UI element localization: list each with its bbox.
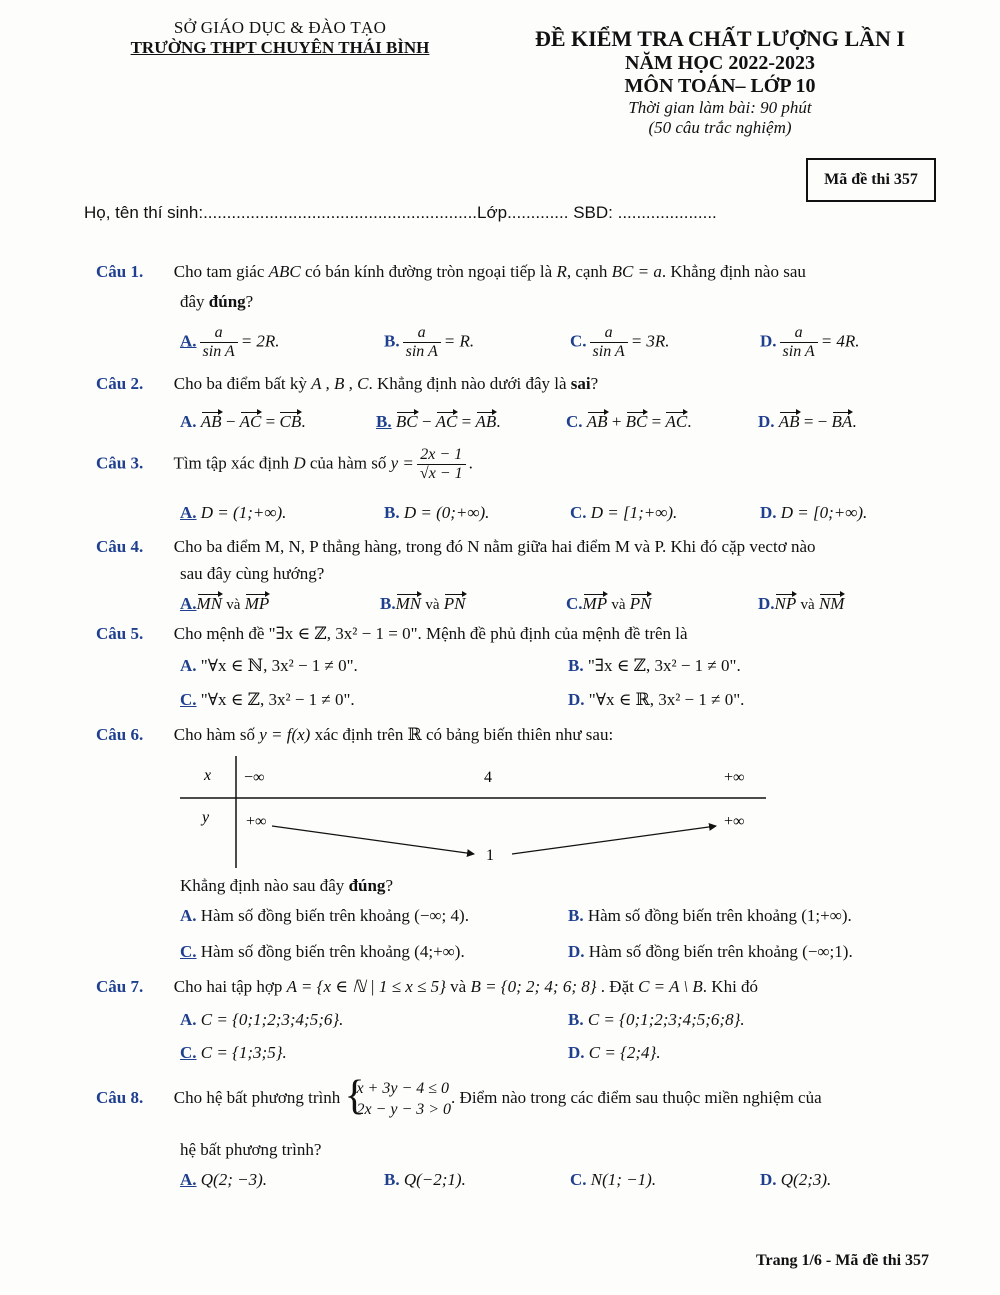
inequality-1: x + 3y − 4 ≤ 0 [356,1080,450,1097]
question-number: Câu 8. [96,1087,144,1107]
conjunction: và [800,597,815,613]
vector: AB [200,412,222,431]
option-d[interactable] [760,324,860,361]
option-text: C = {1;3;5}. [200,1043,287,1062]
option-text: Q(2;3). [780,1170,832,1189]
option-b[interactable] [380,594,466,614]
option-label: C. [566,412,583,431]
option-label: C. [180,942,197,961]
option-d[interactable] [760,503,867,523]
option-rhs: = 3R. [630,331,670,351]
option-text: "∀x ∈ ℕ, 3x² − 1 ≠ 0". [200,656,358,675]
option-rhs: = 4R. [820,331,860,351]
question-text: và [445,977,471,996]
operator: − [225,412,236,431]
increasing-arrow [512,826,716,854]
option-text: C = {0;1;2;3;4;5;6}. [200,1010,344,1029]
emphasis: đúng [348,876,386,895]
math-set-a: A = {x ∈ ℕ | 1 ≤ x ≤ 5} [286,977,446,996]
option-b[interactable] [384,1170,466,1190]
vector: MN [196,594,223,613]
math-r: ℝ [407,725,422,744]
option-label: D. [758,412,775,431]
table-y-left: +∞ [246,813,267,830]
question-number: Câu 7. [96,977,144,996]
option-rhs: = R. [443,331,475,351]
option-c[interactable] [570,503,677,523]
question-text: . Đặt [596,977,639,996]
question-2 [96,374,598,394]
question-text: Cho hệ bất phương trình [173,1087,345,1107]
punct: . [468,453,473,473]
math-abc: ABC [268,262,301,281]
option-a[interactable] [180,594,269,614]
question-1 [96,262,806,282]
vector: AC [239,412,262,431]
question-text: , cạnh [566,262,612,281]
math-points: A , B , C [311,374,369,393]
option-label: C. [180,1043,197,1062]
fraction [780,324,818,361]
table-y-label: y [202,809,210,826]
option-label: D. [568,690,585,709]
question-text: Cho tam giác [173,262,269,281]
table-x-left: −∞ [244,769,265,786]
math-fx: y = f(x) [259,725,311,744]
option-text: Q(−2;1). [403,1170,466,1189]
question-6 [96,725,613,745]
inequality-system: { x + 3y − 4 ≤ 0 2x − y − 3 > 0 [344,1073,452,1119]
question-text: Cho hàm số [173,725,260,744]
time-limit: Thời gian làm bài: 90 phút [628,98,812,117]
vector: PN [443,594,466,613]
school-name: TRƯỜNG THPT CHUYÊN THÁI BÌNH [130,38,430,57]
operator: − [421,412,432,431]
math-y: y = [390,453,414,473]
math-set-b: B = {0; 2; 4; 6; 8} [470,977,597,996]
table-x-right: +∞ [724,769,745,786]
option-b[interactable] [568,906,852,926]
fraction-num: a [200,324,238,343]
option-label: B. [568,1010,584,1029]
option-label: C. [570,331,587,351]
vector: AB [778,412,800,431]
conjunction: và [226,597,241,613]
question-text: . Khẳng định nào sau [661,262,806,281]
operator: + [611,412,622,431]
math-r: R [556,262,567,281]
option-b[interactable] [384,503,489,523]
option-text: D = (1;+∞). [200,503,287,522]
option-d[interactable] [568,942,853,962]
fraction-den: sin A [405,343,438,360]
option-text: N(1; −1). [590,1170,657,1189]
option-c[interactable] [570,324,670,361]
operator: = [651,412,662,431]
fraction-den: sin A [782,343,815,360]
fraction [200,324,238,361]
option-text: C = {0;1;2;3;4;5;6;8}. [587,1010,745,1029]
option-d[interactable] [760,1170,831,1190]
option-label: A. [180,503,197,522]
option-label: A. [180,412,197,431]
question-text: Cho hai tập hợp [173,977,287,996]
question-3 [96,446,473,483]
option-b[interactable] [568,656,741,676]
option-label: B. [568,656,584,675]
vector: AB [475,412,497,431]
option-text: Hàm số đồng biến trên khoảng (4;+∞). [200,942,465,961]
option-b[interactable] [568,1010,745,1030]
option-text: Hàm số đồng biến trên khoảng (−∞;1). [588,942,853,961]
question-number: Câu 5. [96,624,144,643]
question-count: (50 câu trắc nghiệm) [648,118,792,137]
punct: . [687,412,692,431]
question-text: . Khi đó [702,977,759,996]
vector: AC [435,412,458,431]
operator: = [265,412,276,431]
question-text: đây [180,292,209,311]
question-4-line2: sau đây cùng hướng? [180,564,325,583]
option-text: D = [1;+∞). [590,503,678,522]
question-4 [96,537,815,557]
question-text: Khẳng định nào sau đây [180,876,349,895]
table-y-mid: 1 [486,847,494,864]
question-text: có bảng biến thiên như sau: [421,725,614,744]
option-text: D = [0;+∞). [780,503,868,522]
option-b[interactable] [376,412,501,432]
option-label: A. [180,1010,197,1029]
fraction-den: √x − 1 [419,465,463,482]
operator: = [461,412,472,431]
option-c[interactable] [180,942,465,962]
option-label: C. [570,1170,587,1189]
vector: MP [244,594,270,613]
option-label: A. [180,1170,197,1189]
question-text: Cho mệnh đề [173,624,269,643]
fraction-num: a [403,324,441,343]
variation-table [176,752,772,872]
question-1-line2 [180,292,253,312]
conjunction: và [611,597,626,613]
option-label: B. [384,1170,400,1189]
option-c[interactable] [180,1043,287,1063]
question-text: . Điểm nào trong các điểm sau thuộc miền nghiệm của [451,1087,822,1107]
punct: . [852,412,857,431]
school-year: NĂM HỌC 2022-2023 [625,52,815,74]
vector: CB [279,412,302,431]
option-label: A. [180,594,197,613]
exam-title: ĐỀ KIỂM TRA CHẤT LƯỢNG LẦN I [535,26,905,51]
question-text: xác định trên [310,725,408,744]
emphasis: sai [570,374,591,393]
option-label: C. [570,503,587,522]
student-info-line: Họ, tên thí sinh:..........................................................Lớp............. SBD: ..................... [84,203,717,222]
fraction-den: sin A [202,343,235,360]
option-label: C. [180,690,197,709]
option-a[interactable] [180,656,358,676]
question-7 [96,977,758,997]
question-text: ? [385,876,393,895]
question-6-prompt [180,876,393,896]
question-number: Câu 2. [96,374,144,393]
option-c[interactable] [566,594,651,614]
option-text: "∀x ∈ ℝ, 3x² − 1 ≠ 0". [588,690,745,709]
option-d[interactable] [568,1043,661,1063]
option-a[interactable] [180,503,286,523]
fraction [403,324,441,361]
vector: MP [582,594,608,613]
option-text: Q(2; −3). [200,1170,268,1189]
table-x-label: x [204,767,212,784]
question-number: Câu 6. [96,725,144,744]
header-right [500,26,940,138]
option-d[interactable] [758,594,844,614]
option-b[interactable] [384,324,474,361]
vector: BA [831,412,853,431]
question-8 [96,1073,822,1120]
option-text: C = {2;4}. [588,1043,661,1062]
math-proposition: "∃x ∈ ℤ, 3x² − 1 = 0" [268,624,418,643]
option-label: B. [384,331,400,351]
option-label: D. [758,594,775,613]
option-label: D. [568,1043,585,1062]
option-label: B. [384,503,400,522]
vector: NM [818,594,845,613]
question-number: Câu 1. [96,262,144,281]
vector: AC [665,412,688,431]
option-text: Hàm số đồng biến trên khoảng (1;+∞). [587,906,852,925]
table-x-mid: 4 [484,769,492,786]
vector: BC [625,412,648,431]
option-c[interactable] [180,690,355,710]
question-8-line2: hệ bất phương trình? [180,1140,322,1159]
table-y-right: +∞ [724,813,745,830]
inequality-2: 2x − y − 3 > 0 [356,1101,452,1118]
option-label: D. [760,1170,777,1189]
option-c[interactable] [566,412,691,432]
option-text: Hàm số đồng biến trên khoảng (−∞; 4). [200,906,469,925]
question-text: Cho ba điểm bất kỳ [173,374,312,393]
option-label: A. [180,656,197,675]
question-text: của hàm số [305,453,391,473]
option-text: D = (0;+∞). [403,503,490,522]
question-text: . Khẳng định nào dưới đây là [368,374,571,393]
fraction-den: sin A [592,343,625,360]
option-label: D. [760,503,777,522]
punct: . [301,412,306,431]
option-label: B. [568,906,584,925]
vector: BC [395,412,418,431]
option-d[interactable] [568,690,744,710]
vector: PN [629,594,652,613]
option-rhs: = 2R. [240,331,280,351]
option-text: "∀x ∈ ℤ, 3x² − 1 ≠ 0". [200,690,355,709]
option-a[interactable] [180,324,280,361]
department-name: SỞ GIÁO DỤC & ĐÀO TẠO [173,18,387,37]
vector: NP [774,594,797,613]
option-a[interactable] [180,1010,343,1030]
option-text: "∃x ∈ ℤ, 3x² − 1 ≠ 0". [587,656,741,675]
emphasis: đúng [208,292,246,311]
option-label: A. [180,906,197,925]
exam-code-box: Mã đề thi 357 [806,158,936,202]
subject: MÔN TOÁN– LỚP 10 [624,75,816,97]
page-footer: Trang 1/6 - Mã đề thi 357 [756,1252,930,1269]
option-a[interactable] [180,412,305,432]
option-label: A. [180,331,197,351]
fraction [590,324,628,361]
option-d[interactable] [758,412,857,432]
fraction-num: 2x − 1 [417,446,466,465]
fraction [417,446,466,483]
question-5 [96,624,688,644]
question-number: Câu 3. [96,453,144,473]
option-label: B. [380,594,396,613]
math-bc: BC = a [611,262,662,281]
option-a[interactable] [180,906,469,926]
option-a[interactable] [180,1170,267,1190]
vector: AB [586,412,608,431]
question-text: Cho ba điểm M, N, P thẳng hàng, trong đó N nằm giữa hai điểm M và P. Khi đó cặp vectơ nào [173,537,816,556]
option-label: D. [760,331,777,351]
operator: = − [803,412,828,431]
conjunction: và [425,597,440,613]
option-label: D. [568,942,585,961]
option-label: C. [566,594,583,613]
header-left [90,18,470,58]
question-text: . Mệnh đề phủ định của mệnh đề trên là [417,624,688,643]
fraction-num: a [590,324,628,343]
math-d: D [293,453,306,473]
option-c[interactable] [570,1170,656,1190]
option-label: B. [376,412,392,431]
question-text: có bán kính đường tròn ngoại tiếp là [300,262,557,281]
question-text: ? [245,292,254,311]
decreasing-arrow [272,826,474,854]
punct: . [496,412,501,431]
fraction-num: a [780,324,818,343]
question-number: Câu 4. [96,537,144,556]
math-set-c: C = A \ B [638,977,703,996]
vector: MN [395,594,422,613]
question-text: Tìm tập xác định [173,453,294,473]
question-text: ? [590,374,599,393]
